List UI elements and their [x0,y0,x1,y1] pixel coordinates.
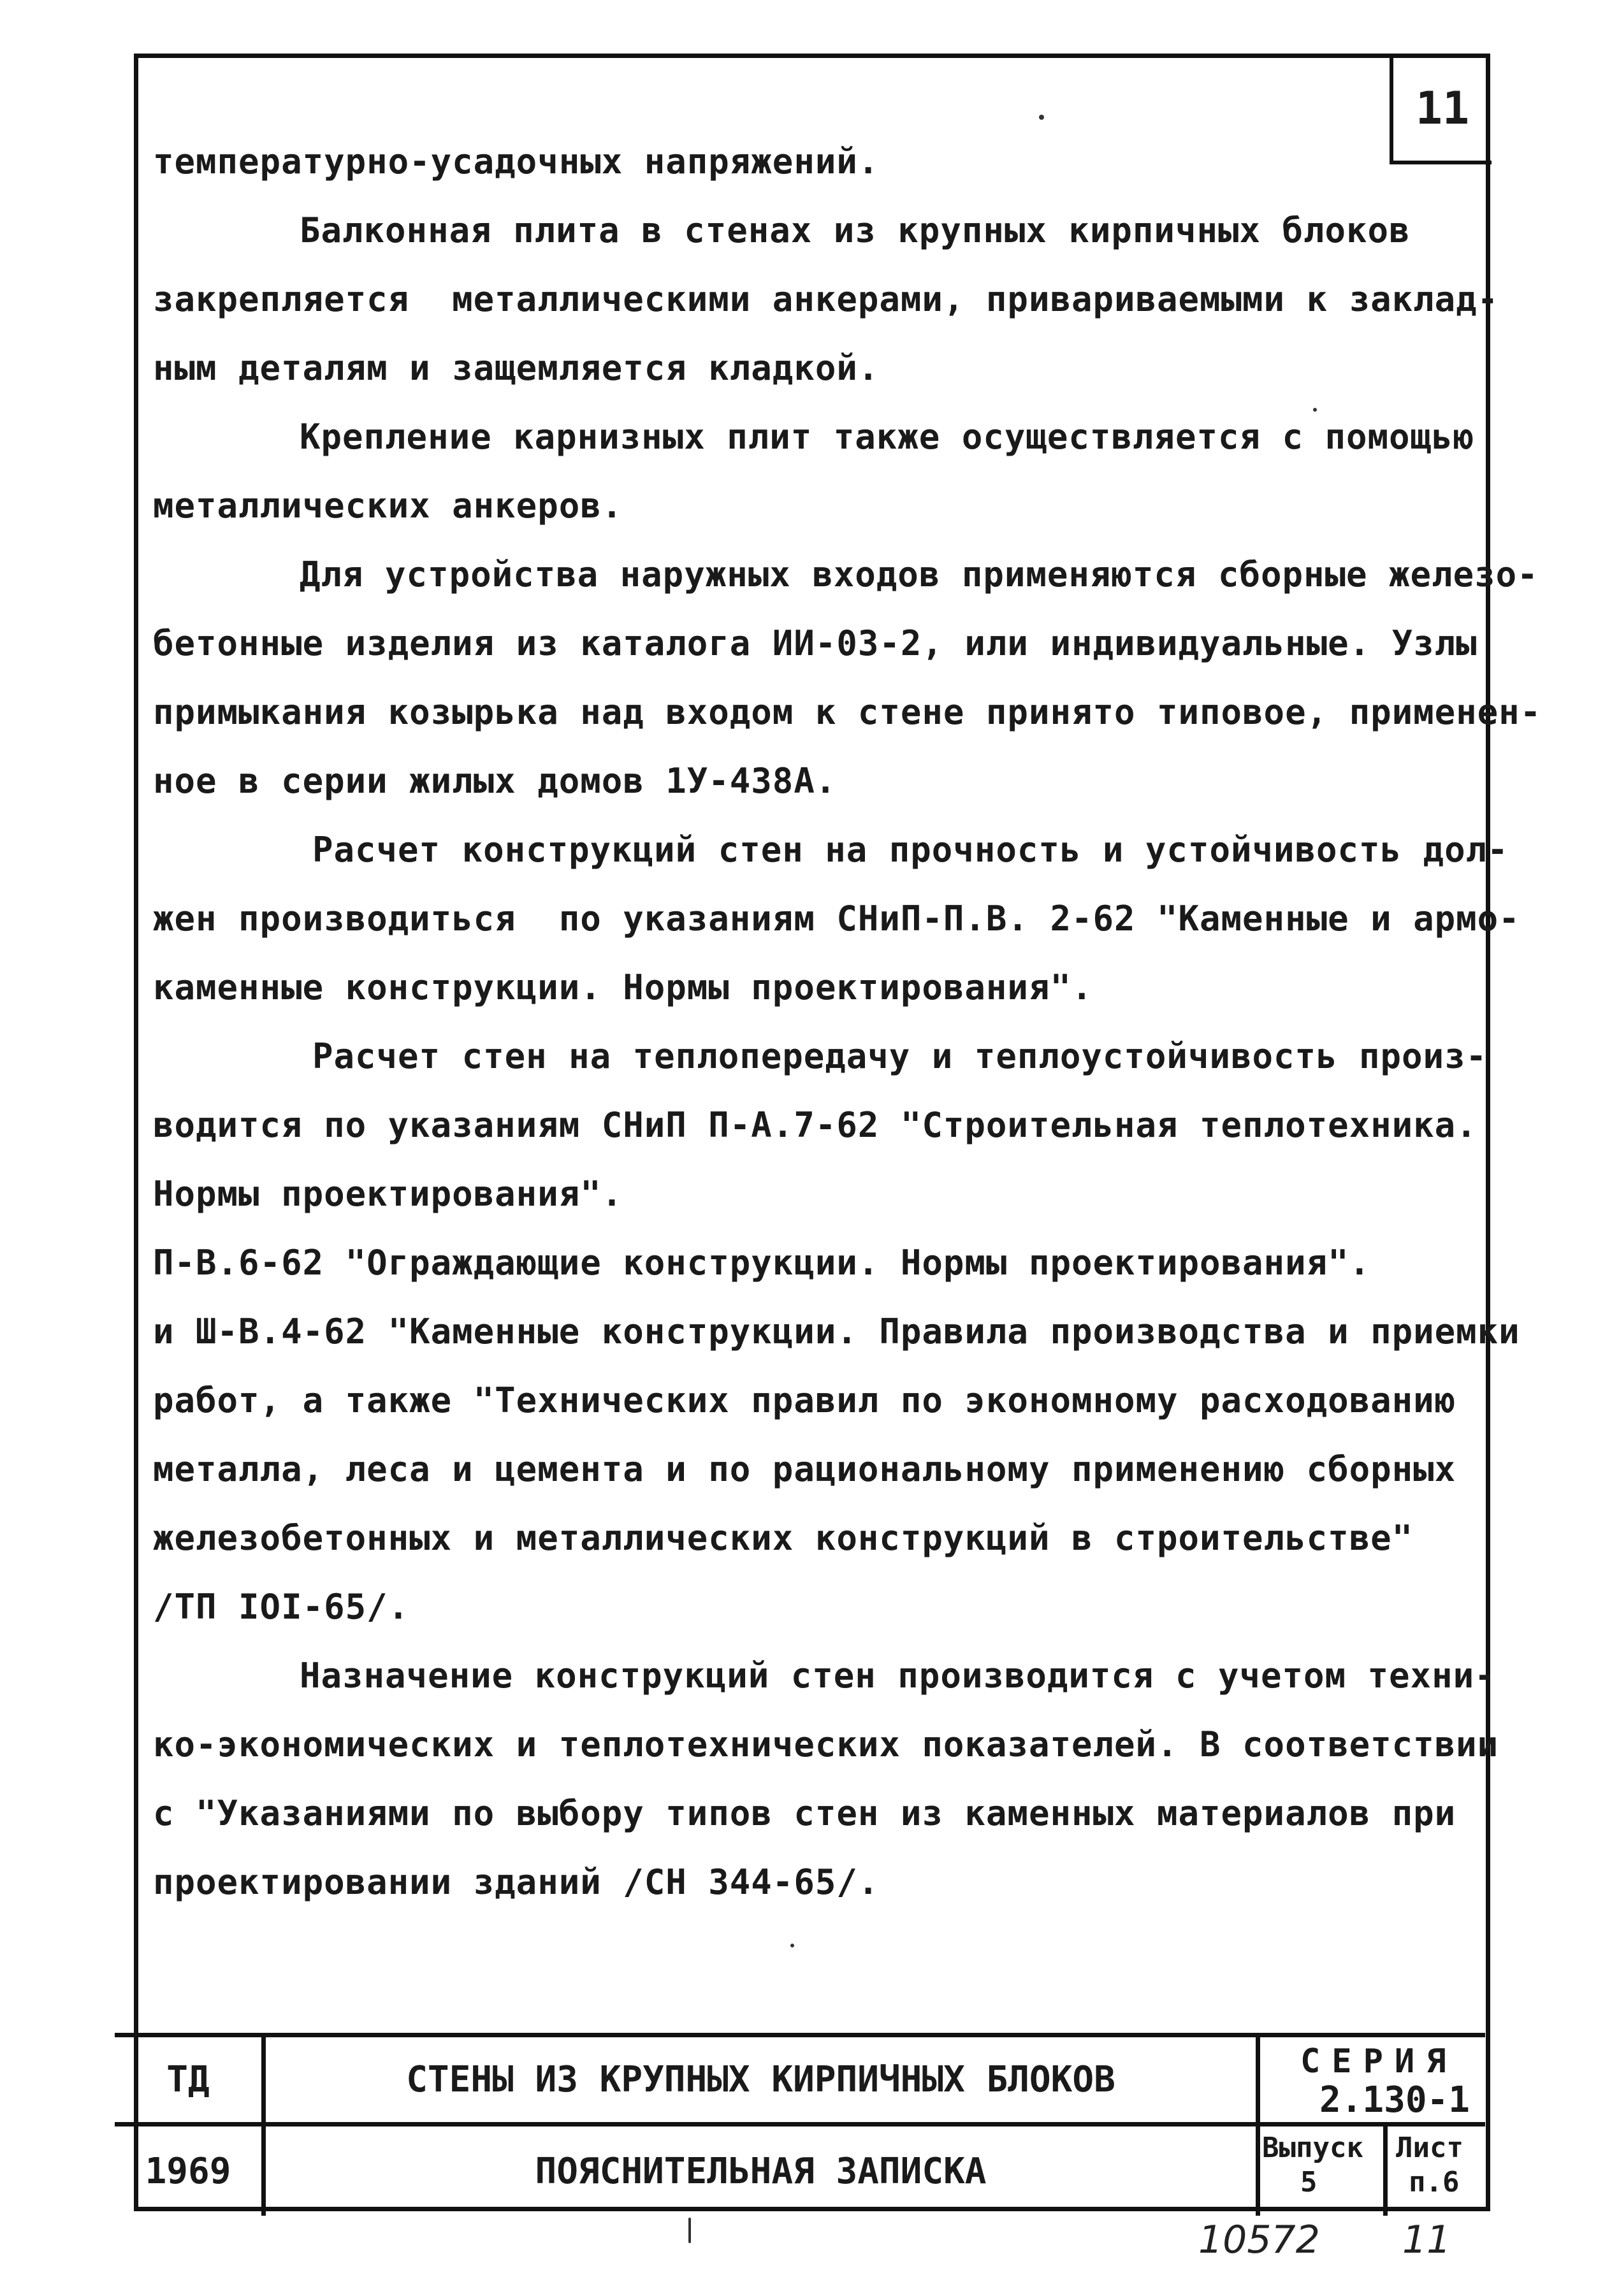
text-line: /ТП IOI-65/. [153,1587,410,1627]
title-block-divider [1256,2037,1260,2216]
text-line: Назначение конструкций стен производится с учетом техни- [300,1656,1496,1696]
text-line: водится по указаниям СНиП П-А.7-62 "Строительная теплотехника. [153,1105,1477,1145]
document-subtitle: ПОЯСНИТЕЛЬНАЯ ЗАПИСКА [535,2150,987,2192]
body-text [153,127,1542,1917]
text-line: металлических анкеров. [153,486,623,526]
org-code: ТД [166,2059,210,2100]
title-block-divider [261,2037,266,2216]
sheet-value: п.6 [1409,2166,1460,2199]
text-line: железобетонных и металлических конструкций в строительстве" [153,1518,1414,1558]
scan-speck [688,2218,691,2243]
text-line: Для устройства наружных входов применяются сборные железо- [300,554,1539,595]
page-number: 11 [1415,82,1470,134]
text-line: П-В.6-62 "Ограждающие конструкции. Нормы проектирования". [153,1243,1371,1283]
title-block-row-divider [115,2122,1485,2126]
scan-speck [1039,115,1044,120]
text-line: температурно-усадочных напряжений. [153,141,880,182]
text-line: каменные конструкции. Нормы проектирования". [153,967,1093,1007]
handwritten-sheet-number: 11 [1402,2218,1451,2262]
issue-value: 5 [1300,2166,1318,2199]
title-block [115,2033,1485,2211]
issue-label: Выпуск [1262,2132,1363,2164]
text-line: ное в серии жилых домов 1У-438А. [153,761,837,801]
text-line: Крепление карнизных плит также осуществляется с помощью [300,417,1475,457]
year: 1969 [145,2150,231,2192]
text-line: закрепляется металлическими анкерами, привариваемыми к заклад- [153,279,1499,319]
sheet-label: Лист [1396,2132,1463,2164]
series-value: 2.130-1 [1319,2079,1470,2121]
text-line: жен производиться по указаниям СНиП-П.В. 2-62 "Каменные и армо- [153,899,1520,939]
text-line: ным деталям и защемляется кладкой. [153,348,880,388]
series-label: СЕРИЯ [1300,2042,1458,2081]
text-line: Расчет стен на теплопередачу и теплоустойчивость произ- [312,1036,1488,1076]
text-line: Нормы проектирования". [153,1174,623,1214]
text-line: и Ш-В.4-62 "Каменные конструкции. Правила производства и приемки [153,1311,1520,1352]
text-line: Расчет конструкций стен на прочность и устойчивость дол- [312,830,1509,870]
text-line: проектировании зданий /СН 344-65/. [153,1862,880,1902]
document-title: СТЕНЫ ИЗ КРУПНЫХ КИРПИЧНЫХ БЛОКОВ [406,2059,1115,2100]
text-line: Балконная плита в стенах из крупных кирпичных блоков [300,210,1411,250]
scan-speck [790,1944,794,1947]
archive-number: 10572 [1198,2218,1320,2262]
text-line: металла, леса и цемента и по рациональному применению сборных [153,1449,1456,1489]
text-line: работ, а также "Технических правил по экономному расходованию [153,1380,1456,1420]
scan-speck [1313,408,1317,412]
text-line: примыкания козырька над входом к стене принято типовое, применен- [153,692,1542,732]
text-line: бетонные изделия из каталога ИИ-03-2, или индивидуальные. Узлы [153,623,1477,663]
text-line: ко-экономических и теплотехнических показателей. В соответствии [153,1724,1499,1765]
text-line: с "Указаниями по выбору типов стен из каменных материалов при [153,1793,1456,1833]
title-block-divider [1383,2122,1388,2216]
